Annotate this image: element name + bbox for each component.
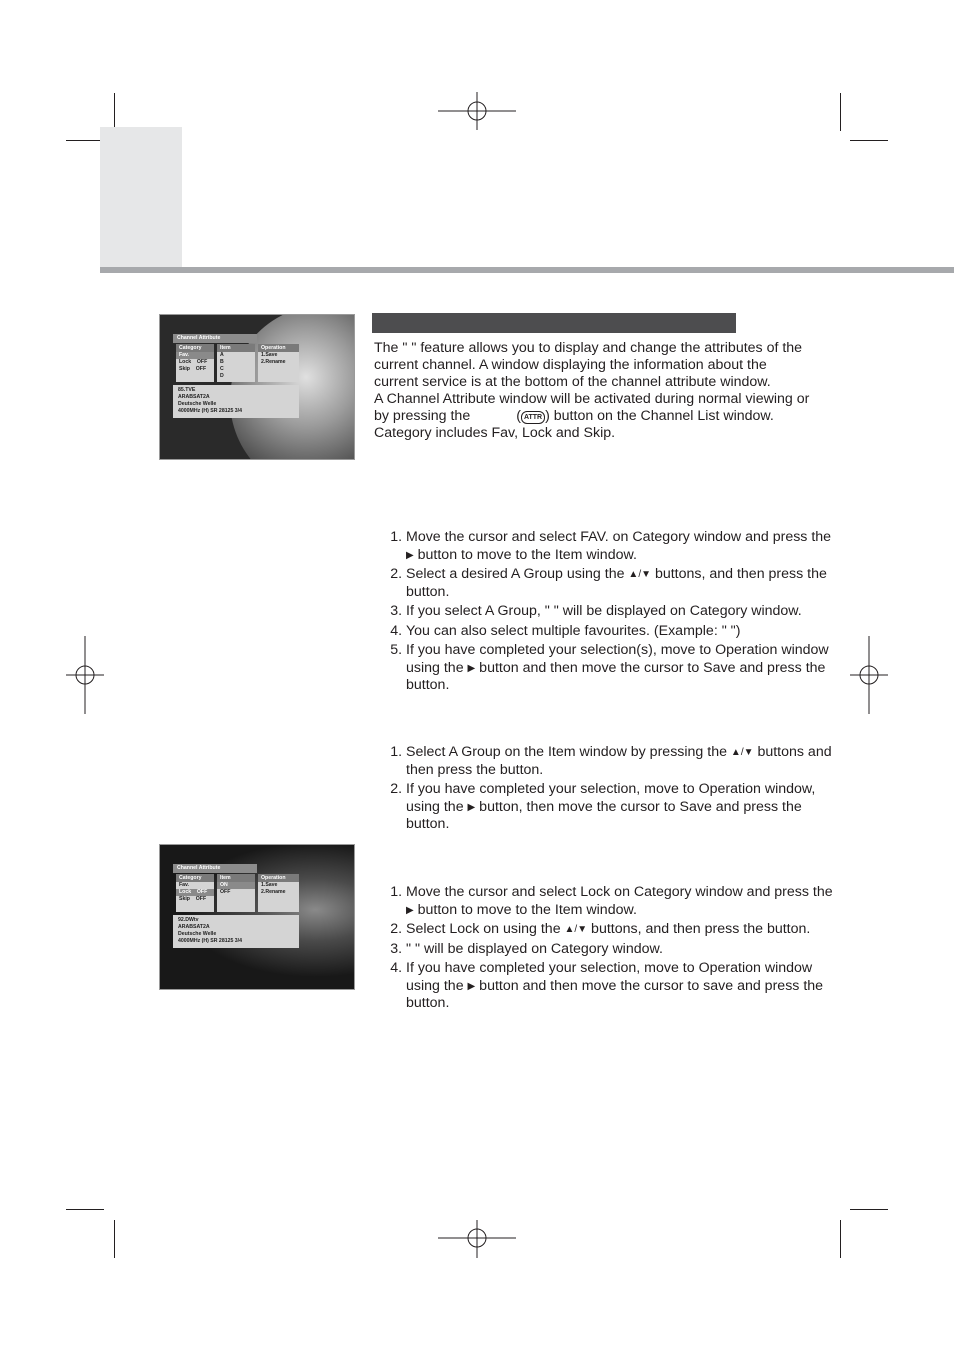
osd-item-row: D: [220, 373, 224, 379]
intro-paragraph-2: A Channel Attribute window will be activated during normal viewing or by pressing the ( ATTR ) button on the Channel List window.: [374, 391, 810, 424]
favourite-steps: [385, 529, 836, 697]
osd-category-row: Fav.: [176, 352, 214, 359]
registration-mark-left: [66, 636, 104, 714]
osd-item-column: [217, 344, 255, 382]
registration-mark-right: [850, 636, 888, 714]
osd-category-column: [176, 874, 214, 912]
step-item: 1. Move the cursor and select Lock on Category window and press the ▶ button to move to the Item window.: [406, 884, 836, 919]
step-item: 3. " " will be displayed on Category window.: [406, 941, 836, 959]
right-arrow-icon: ▶: [467, 801, 476, 813]
right-arrow-icon: ▶: [467, 662, 476, 674]
step-item: 5. If you have completed your selection(s), move to Operation window using the ▶ button and then move the cursor to Save and press the button.: [406, 642, 836, 695]
right-arrow-icon: ▶: [467, 980, 476, 992]
osd-item-header: Item: [217, 874, 255, 882]
osd-operation-row: 1.Save: [261, 882, 278, 888]
osd-item-header: Item: [217, 344, 255, 352]
step-item: 4. You can also select multiple favourites. (Example: " "): [406, 623, 836, 641]
channel-attribute-screenshot-fav: [159, 314, 355, 460]
up-down-arrow-icon: ▲/▼: [730, 747, 754, 758]
step-item: 4. If you have completed your selection, move to Operation window using the ▶ button and then move the cursor to save and press the button.: [406, 960, 836, 1013]
step-item: 1. Move the cursor and select FAV. on Category window and press the ▶ button to move to the Item window.: [406, 529, 836, 564]
step-item: 2. Select a desired A Group using the ▲/▼ buttons, and then press the button.: [406, 566, 836, 601]
osd-operation-column: [258, 874, 299, 912]
osd-service-info: 85.TVE ARABSAT2A Deutsche Welle 4000MHz (H) SR 28125 3/4: [173, 385, 299, 418]
registration-mark-top: [438, 92, 516, 130]
osd-item-row: B: [220, 359, 224, 365]
osd-operation-column: [258, 344, 299, 382]
osd-item-row: OFF: [220, 889, 231, 895]
cancel-favourite-steps: [385, 744, 836, 836]
attr-button-icon: ATTR: [521, 411, 545, 424]
step-item: 2. Select Lock on using the ▲/▼ buttons, and then press the button.: [406, 921, 836, 939]
step-item: 2. If you have completed your selection, move to Operation window, using the ▶ button, then move the cursor to Save and press the button.: [406, 781, 836, 834]
osd-title: Channel Attribute: [173, 864, 257, 873]
registration-mark-bottom: [438, 1220, 516, 1258]
up-down-arrow-icon: ▲/▼: [564, 924, 588, 935]
osd-operation-header: Operation: [258, 874, 299, 882]
osd-service-info: 92.DWtv ARABSAT2A Deutsche Welle 4000MHz (H) SR 28125 3/4: [173, 915, 299, 948]
up-down-arrow-icon: ▲/▼: [628, 569, 651, 580]
header-rule: [100, 267, 954, 273]
chapter-tab: [100, 127, 182, 268]
osd-item-row: A: [220, 352, 224, 358]
osd-item-row: ON: [217, 882, 255, 889]
step-item: 1. Select A Group on the Item window by pressing the ▲/▼ buttons and then press the button.: [406, 744, 836, 779]
osd-item-row: C: [220, 366, 224, 372]
osd-operation-header: Operation: [258, 344, 299, 352]
osd-category-row: Fav.: [179, 882, 189, 888]
osd-category-row: Lock OFF: [176, 889, 214, 896]
osd-category-header: Category: [176, 344, 214, 352]
osd-category-header: Category: [176, 874, 214, 882]
osd-operation-row: 2.Rename: [261, 889, 286, 895]
osd-item-column: [217, 874, 255, 912]
channel-attribute-screenshot-lock: [159, 844, 355, 990]
right-arrow-icon: ▶: [406, 549, 414, 561]
osd-operation-row: 1.Save: [261, 352, 278, 358]
osd-operation-row: 2.Rename: [261, 359, 286, 365]
right-arrow-icon: ▶: [406, 904, 414, 916]
intro-paragraph-3: Category includes Fav, Lock and Skip.: [374, 425, 616, 441]
step-item: 3. If you select A Group, " " will be displayed on Category window.: [406, 603, 836, 621]
intro-text: [374, 340, 814, 442]
osd-category-row: Skip OFF: [179, 896, 207, 902]
osd-category-row: Lock OFF: [179, 359, 208, 365]
section-title-bar: [372, 313, 736, 333]
osd-title: Channel Attribute: [173, 334, 257, 343]
intro-paragraph-1: The " " feature allows you to display and change the attributes of the current channel. A window displaying the information about the current service is at the bottom of the channel attribute window.: [374, 340, 803, 390]
osd-category-row: Skip OFF: [179, 366, 207, 372]
lock-steps: [385, 884, 836, 1015]
osd-category-column: [176, 344, 214, 382]
